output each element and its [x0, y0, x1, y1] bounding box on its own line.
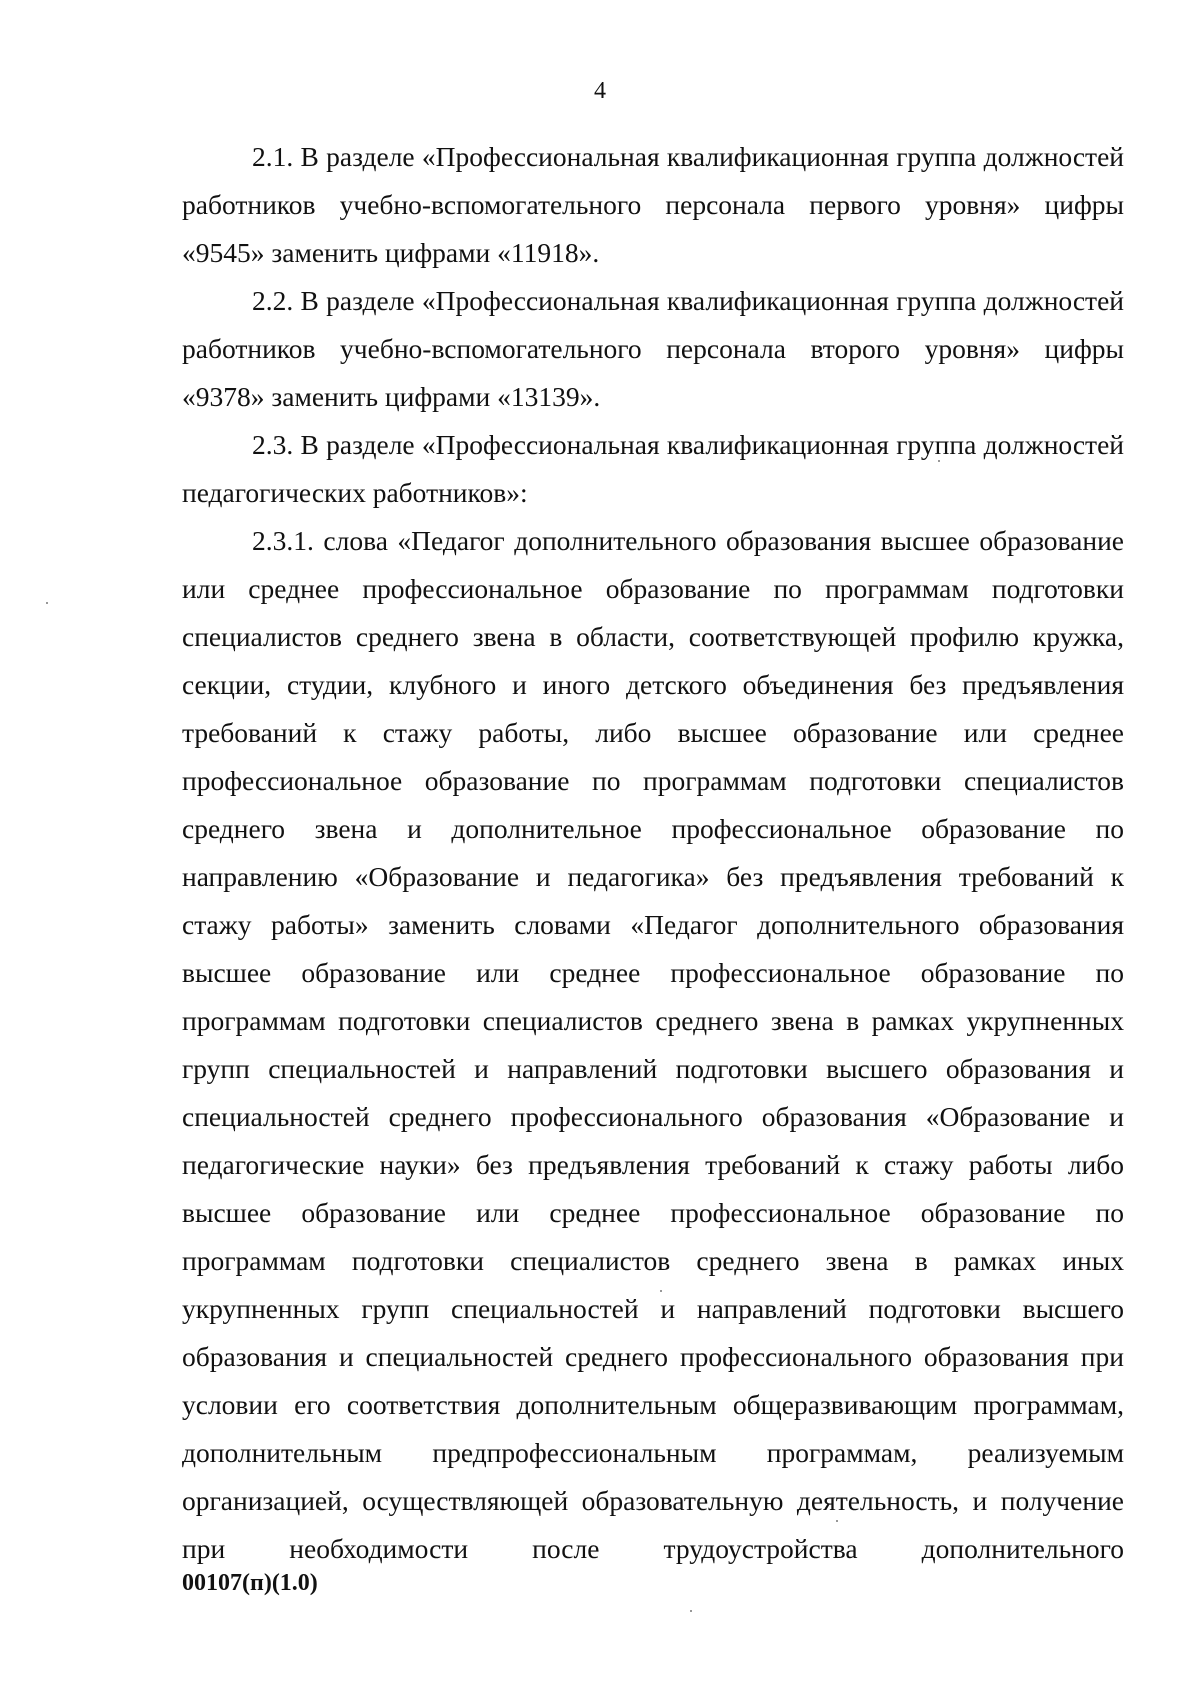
document-code: 00107(п)(1.0): [182, 1570, 318, 1596]
paragraph-2-3: 2.3. В разделе «Профессиональная квалификационная группа должностей педагогических работников»:: [182, 429, 1124, 508]
page-number: 4: [594, 78, 606, 104]
paragraph-2-1: 2.1. В разделе «Профессиональная квалификационная группа должностей работников учебно-вспомогательного персонала первого уровня» цифры «9545» заменить цифрами «11918».: [182, 141, 1124, 268]
document-body: [182, 133, 1124, 1573]
paragraph-2-3-1: 2.3.1. слова «Педагог дополнительного образования высшее образование или среднее профессиональное образование по программам подготовки специалистов среднего звена в области, соответствующей профилю кружка, секции, студии, клубного и иного детского объединения без предъявления требований к стажу работы, либо высшее образование или среднее профессиональное образование по программам подготовки специалистов среднего звена и дополнительное профессиональное образование по направлению «Образование и педагогика» без предъявления требований к стажу работы» заменить словами «Педагог дополнительного образования высшее образование или среднее профессиональное образование по программам подготовки специалистов среднего звена в рамках укрупненных групп специальностей и направлений подготовки высшего образования и специальностей среднего профессионального образования «Образование и педагогические науки» без предъявления требований к стажу работы либо высшее образование или среднее профессиональное образование по программам подготовки специалистов среднего звена в рамках иных укрупненных групп специальностей и направлений подготовки высшего образования и специальностей среднего профессионального образования при условии его соответствия дополнительным общеразвивающим программам, дополнительным предпрофессиональным программам, реализуемым организацией, осуществляющей образовательную деятельность, и получение при необходимости после трудоустройства дополнительного: [182, 525, 1124, 1564]
paragraph-2-2: 2.2. В разделе «Профессиональная квалификационная группа должностей работников учебно-вспомогательного персонала второго уровня» цифры «9378» заменить цифрами «13139».: [182, 285, 1124, 412]
scan-speck: [46, 602, 48, 604]
scan-speck: [660, 1290, 662, 1292]
scan-speck: [690, 1610, 692, 1612]
scan-speck: [836, 1520, 838, 1522]
scan-speck: [938, 460, 940, 462]
